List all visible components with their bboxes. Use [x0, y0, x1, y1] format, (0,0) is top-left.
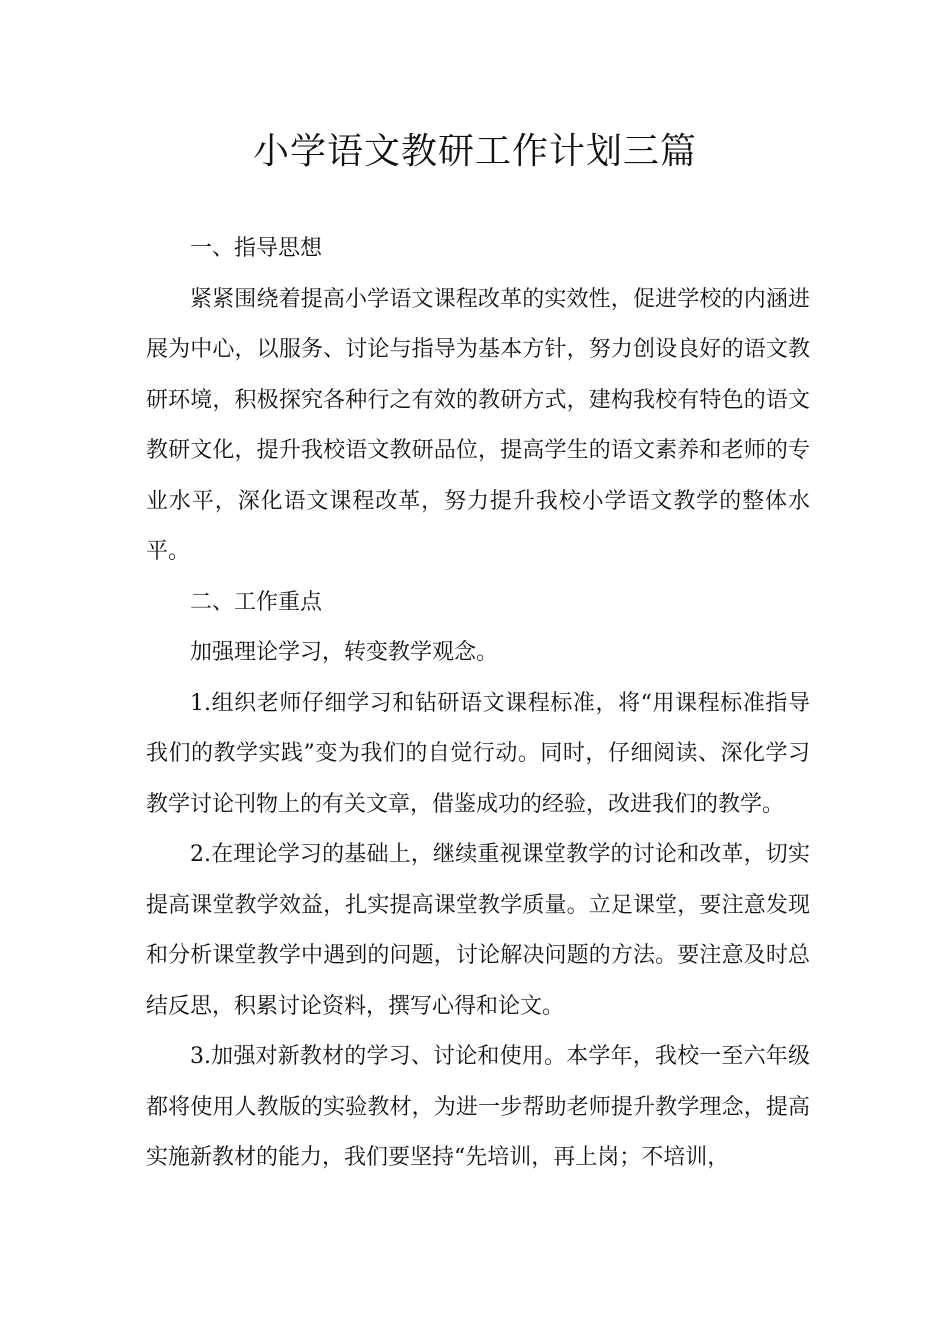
paragraph-theory-study: 加强理论学习，转变教学观念。	[190, 640, 499, 665]
list-item-3: 3.加强对新教材的学习、讨论和使用。本学年，我校一至六年级都将使用人教版的实验教材，为进一步帮助老师提升教学理念，提高实施新教材的能力，我们要坚持“先培训，再上岗；不培训，	[146, 1044, 810, 1170]
list-item-1: 1.组织老师仔细学习和钻研语文课程标准，将“用课程标准指导我们的教学实践”变为我们的自觉行动。同时，仔细阅读、深化学习教学讨论刊物上的有关文章，借鉴成功的经验，改进我们的教学。	[146, 690, 810, 817]
document-title: 小学语文教研工作计划三篇	[252, 131, 697, 172]
heading-work-focus: 二、工作重点	[190, 589, 323, 615]
document-body	[146, 224, 810, 1184]
paragraph-guiding-ideology: 紧紧围绕着提高小学语文课程改革的实效性，促进学校的内涵进展为中心，以服务、讨论与指导为基本方针，努力创设良好的语文教研环境，积极探究各种行之有效的教研方式，建构我校有特色的语文教研文化，提升我校语文教研品位，提高学生的语文素养和老师的专业水平，深化语文课程改革，努力提升我校小学语文教学的整体水平。	[146, 286, 810, 564]
heading-guiding-ideology: 一、指导思想	[190, 236, 323, 261]
list-item-2: 2.在理论学习的基础上，继续重视课堂教学的讨论和改革，切实提高课堂教学效益，扎实提高课堂教学质量。立足课堂，要注意发现和分析课堂教学中遇到的问题，讨论解决问题的方法。要注意及时总结反思，积累讨论资料，撰写心得和论文。	[146, 842, 810, 1019]
